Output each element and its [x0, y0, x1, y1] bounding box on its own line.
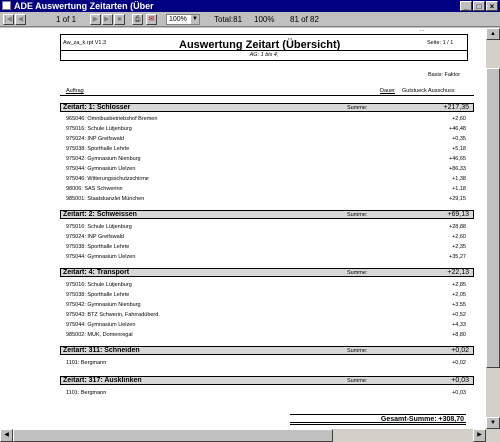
column-gutstueck: Gutstueck Ausschuss [402, 88, 455, 94]
section-bar [60, 210, 474, 219]
vertical-scrollbar[interactable] [486, 28, 500, 429]
list-item [66, 223, 466, 231]
list-item [66, 175, 466, 183]
window-title-bar [0, 0, 500, 12]
row-value: +5,18 [452, 146, 466, 152]
print-icon[interactable]: ⎙ [132, 14, 143, 25]
page-indicator: 1 of 1 [56, 15, 77, 24]
previous-page-icon[interactable]: ◀ [15, 14, 26, 25]
scroll-left-icon[interactable]: ◀ [0, 429, 13, 442]
close-icon[interactable]: × [486, 1, 498, 11]
window-controls [460, 1, 498, 11]
report-filename: Aw_za_k.rpt V1.3 [63, 40, 107, 46]
row-label: 1101: Bergmann [66, 360, 107, 366]
row-label: 975046: Witterungsschutzschirme [66, 176, 149, 182]
export-icon[interactable]: ✉ [146, 14, 157, 25]
section-summe: +217,35 [443, 104, 469, 111]
row-label: 975044: Gymnasium Uelzen [66, 166, 136, 172]
horizontal-scrollbar[interactable] [0, 429, 500, 442]
section-bar [60, 103, 474, 112]
list-item [66, 155, 466, 163]
window-title: ADE Auswertung Zeitarten (Über [14, 1, 154, 11]
row-value: +0,03 [452, 390, 466, 396]
row-value: +0,52 [452, 312, 466, 318]
section-name: Zeitart: 311: Schneiden [63, 347, 140, 354]
app-icon [2, 1, 11, 10]
list-item [66, 331, 466, 339]
list-item [66, 311, 466, 319]
row-label: 975038: Sporthalle Lehrte [66, 244, 130, 250]
row-value: +3,55 [452, 302, 466, 308]
column-auftrag: Auftrag [66, 88, 84, 94]
row-value: +8,80 [452, 332, 466, 338]
summe-label: Summe: [347, 348, 368, 354]
row-label: 975016: Schule Lütjenburg [66, 224, 132, 230]
gesamt-summe: Gesamt-Summe: +308,70 [290, 414, 466, 425]
summe-label: Summe: [347, 378, 368, 384]
row-label: 975024: INP Greifswald [66, 234, 124, 240]
row-value: +0,02 [452, 360, 466, 366]
row-label: 975024: INP Greifswald [66, 136, 124, 142]
row-label: 975044: Gymnasium Uelzen [66, 322, 136, 328]
row-value: +28,88 [449, 224, 466, 230]
report-header-box [60, 34, 468, 51]
row-label: 975042: Gymnasium Nienburg [66, 302, 141, 308]
list-item [66, 195, 466, 203]
row-value: +2,35 [452, 244, 466, 250]
report-page [60, 28, 480, 429]
ag-filter-line: AG: 1 bis 4; [60, 51, 468, 61]
vertical-scroll-thumb[interactable] [486, 68, 500, 368]
stop-icon[interactable]: ■ [114, 14, 125, 25]
list-item [66, 253, 466, 261]
row-value: +0,35 [452, 136, 466, 142]
section-bar [60, 268, 474, 277]
row-value: +86,33 [449, 166, 466, 172]
row-value: +2,85 [452, 282, 466, 288]
basis-label: Basis: Faktor [428, 72, 461, 78]
row-label: 975043: BTZ Schwerin, Fahrradüberd. [66, 312, 160, 318]
section-name: Zeitart: 2: Schweissen [63, 211, 137, 218]
row-label: 98006: SAS Schwerinn [66, 186, 123, 192]
row-value: +4,33 [452, 322, 466, 328]
page-number: Seite: 1 / 1 [427, 40, 454, 46]
list-item [66, 125, 466, 133]
section-summe: +0,03 [451, 377, 469, 384]
section-name: Zeitart: 4: Transport [63, 269, 130, 276]
row-label: 985002: MUK, Domenregal [66, 332, 133, 338]
section-name: Zeitart: 1: Schlosser [63, 104, 131, 111]
section-summe: +69,13 [447, 211, 469, 218]
list-item [66, 145, 466, 153]
report-title: Auswertung Zeitart (Übersicht) [179, 39, 341, 51]
percent-label: 100% [254, 15, 275, 24]
row-value: +46,48 [449, 126, 466, 132]
chevron-down-icon: ▼ [192, 16, 198, 22]
list-item [66, 301, 466, 309]
section-summe: +0,02 [451, 347, 469, 354]
row-value: +1,18 [452, 186, 466, 192]
scroll-right-icon[interactable]: ▶ [473, 429, 486, 442]
scroll-down-icon[interactable]: ▼ [486, 417, 500, 429]
list-item [66, 233, 466, 241]
row-label: 985001: Staatskanzlei München [66, 196, 145, 202]
first-page-icon[interactable]: |◀ [4, 16, 13, 23]
row-value: +29,15 [449, 196, 466, 202]
maximize-icon[interactable]: □ [473, 1, 485, 11]
section-summe: +22,13 [447, 269, 469, 276]
list-item [66, 185, 466, 193]
zoom-value: 100% [169, 16, 187, 23]
list-item [66, 281, 466, 289]
row-label: 975038: Sporthalle Lehrte [66, 146, 130, 152]
summe-label: Summe: [347, 105, 368, 111]
row-label: 965046: Omnibusbetriebshof Bremen [66, 116, 158, 122]
row-label: 1101: Bergmann [66, 390, 107, 396]
record-info: 81 of 82 [290, 15, 319, 24]
list-item [66, 243, 466, 251]
list-item [66, 291, 466, 299]
last-page-icon[interactable]: ▶| [103, 16, 112, 23]
minimize-icon[interactable]: _ [460, 1, 472, 11]
row-label: 975044: Gymnasium Uelzen [66, 254, 136, 260]
list-item [66, 321, 466, 329]
row-value: +2,05 [452, 292, 466, 298]
row-label: 975016: Schule Lütjenburg [66, 282, 132, 288]
list-item [66, 389, 466, 397]
report-viewport [0, 28, 486, 429]
horizontal-scroll-thumb[interactable] [13, 429, 333, 442]
zoom-select[interactable] [166, 14, 200, 25]
next-page-icon[interactable]: ▶ [90, 14, 101, 25]
row-label: 975016: Schule Lütjenburg [66, 126, 132, 132]
report-toolbar [0, 12, 500, 27]
top-cut-text: ... [420, 28, 425, 33]
column-dauer: Dauer [380, 88, 395, 94]
summe-label: Summe: [347, 270, 368, 276]
list-item [66, 135, 466, 143]
row-value: +2,60 [452, 234, 466, 240]
summe-label: Summe: [347, 212, 368, 218]
scroll-up-icon[interactable]: ▲ [486, 28, 500, 40]
header-rule [60, 95, 474, 96]
list-item [66, 115, 466, 123]
row-value: +1,38 [452, 176, 466, 182]
row-label: 975038: Sporthalle Lehrte [66, 292, 130, 298]
row-value: +35,27 [449, 254, 466, 260]
total-label: Total:81 [214, 15, 243, 24]
section-bar [60, 376, 474, 385]
row-value: +46,65 [449, 156, 466, 162]
row-label: 975042: Gymnasium Nienburg [66, 156, 141, 162]
section-name: Zeitart: 317: Ausklinken [63, 377, 142, 384]
list-item [66, 165, 466, 173]
row-value: +2,60 [452, 116, 466, 122]
list-item [66, 359, 466, 367]
section-bar [60, 346, 474, 355]
